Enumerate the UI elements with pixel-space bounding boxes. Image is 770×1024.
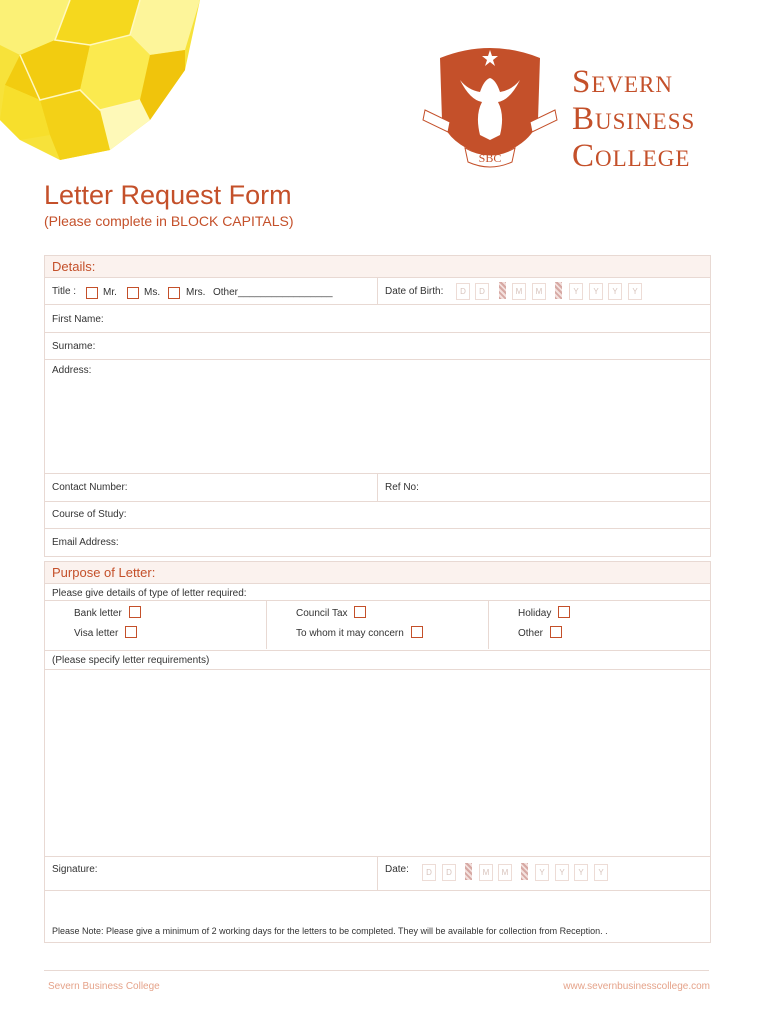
first-name-label: First Name: [52,314,104,325]
other-label: Other [518,628,544,639]
purpose-instruction: Please give details of type of letter required: [52,588,247,599]
other-option[interactable] [518,626,562,639]
whom-concern-checkbox[interactable] [411,626,423,638]
specify-label: (Please specify letter requirements) [52,655,210,666]
council-tax-label: Council Tax [296,608,348,619]
visa-letter-option[interactable] [74,626,137,639]
title-mrs-checkbox[interactable] [168,287,180,299]
signature-divider [377,857,378,890]
council-tax-option[interactable] [296,606,366,619]
date-cell[interactable]: M [498,864,512,881]
footer-website-link[interactable]: www.severnbusinesscollege.com [563,981,710,992]
details-section [44,255,711,557]
brand-line-3: College [572,138,691,174]
holiday-option[interactable] [518,606,570,619]
yellow-gem-decoration [0,0,210,160]
form-subtitle: (Please complete in BLOCK CAPITALS) [44,213,294,229]
dob-cell[interactable]: M [532,283,546,300]
collection-note: Please Note: Please give a minimum of 2 working days for the letters to be completed. They will be available for collection from Reception. . [52,926,608,936]
contact-label: Contact Number: [52,482,128,493]
holiday-label: Holiday [518,608,552,619]
date-cell[interactable]: Y [535,864,549,881]
dob-label: Date of Birth: [385,286,444,297]
first-name-row[interactable] [45,305,710,333]
form-title: Letter Request Form [44,180,292,210]
council-tax-checkbox[interactable] [354,606,366,618]
title-ms-label: Ms. [144,287,161,298]
dob-cell[interactable]: Y [569,283,583,300]
footer-college-name: Severn Business College [48,981,160,992]
date-cell[interactable]: M [479,864,493,881]
title-label: Title : [52,286,77,297]
email-label: Email Address: [52,537,119,548]
surname-label: Surname: [52,341,96,352]
contact-divider [377,474,378,501]
course-row[interactable] [45,502,710,529]
title-mr-label: Mr. [103,287,117,298]
dob-cell[interactable]: Y [628,283,642,300]
bank-letter-label: Bank letter [74,608,122,619]
footer-rule [44,970,709,971]
dob-cell[interactable]: D [475,283,489,300]
whom-concern-label: To whom it may concern [296,628,404,639]
course-label: Course of Study: [52,509,127,520]
requirements-area[interactable] [45,670,710,857]
title-ms-checkbox[interactable] [127,287,139,299]
date-label: Date: [385,864,409,875]
date-cell[interactable]: Y [574,864,588,881]
dob-cell[interactable]: D [456,283,470,300]
ref-no-label: Ref No: [385,482,419,493]
dob-separator [555,282,562,299]
date-separator [465,863,472,880]
surname-row[interactable] [45,333,710,360]
date-cell[interactable]: Y [555,864,569,881]
dob-cell[interactable]: M [512,283,526,300]
dob-cell[interactable]: Y [589,283,603,300]
date-cell[interactable]: D [422,864,436,881]
bank-letter-checkbox[interactable] [129,606,141,618]
date-cell[interactable]: Y [594,864,608,881]
letter-type-divider [266,600,267,649]
bank-letter-option[interactable] [74,606,141,619]
details-divider [377,278,378,304]
brand-name [572,64,695,175]
letter-type-divider [488,600,489,649]
address-label: Address: [52,365,92,376]
title-other-field[interactable]: Other_________________ [213,287,333,298]
title-mr-checkbox[interactable] [86,287,98,299]
title-mrs-label: Mrs. [186,287,206,298]
visa-letter-label: Visa letter [74,628,119,639]
whom-concern-option[interactable] [296,626,423,639]
details-heading: Details: [45,256,710,278]
brand-line-1: Severn [572,64,674,100]
other-checkbox[interactable] [550,626,562,638]
date-separator [521,863,528,880]
brand-line-2: Business [572,101,696,137]
holiday-checkbox[interactable] [558,606,570,618]
purpose-section [44,561,711,943]
address-row[interactable] [45,360,710,474]
purpose-heading: Purpose of Letter: [45,562,710,584]
college-crest-logo [420,40,560,170]
dob-cell[interactable]: Y [608,283,622,300]
dob-separator [499,282,506,299]
date-cell[interactable]: D [442,864,456,881]
visa-letter-checkbox[interactable] [125,626,137,638]
seal-text: SBC [478,151,502,165]
signature-label: Signature: [52,864,98,875]
